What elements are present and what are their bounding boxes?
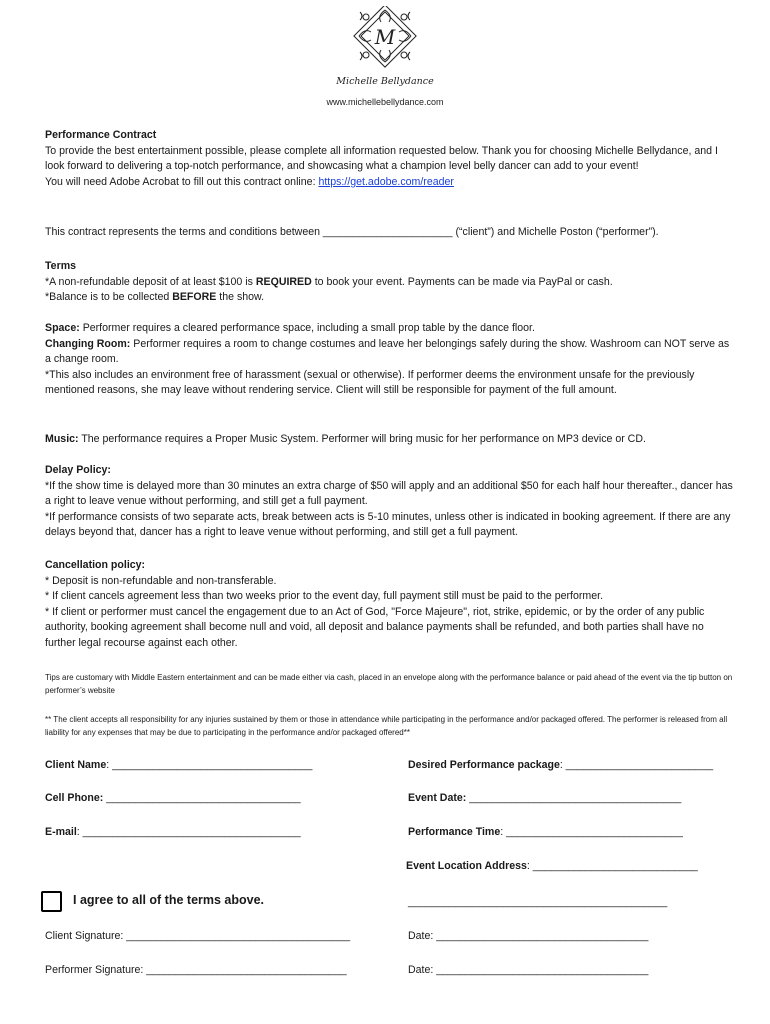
delay-heading: Delay Policy: <box>45 464 111 476</box>
performer-signature-label: Performer Signature: <box>45 964 144 976</box>
cell-phone-field[interactable] <box>45 792 301 804</box>
agree-label: I agree to all of the terms above. <box>73 893 265 907</box>
changing-room-text: Performer requires a room to change costumes and leave her belongings safely during the show. Washroom can NOT serve as a change room. <box>45 337 730 366</box>
terms-deposit <box>45 275 735 291</box>
balance-post: the show. <box>216 291 265 304</box>
performance-time-line[interactable]: : ______________________________ <box>500 826 683 838</box>
music-section <box>45 432 735 448</box>
email-field[interactable] <box>45 826 301 838</box>
cancellation-item-1: * Deposit is non-refundable and non-transferable. <box>45 574 277 587</box>
liability-note-section <box>45 713 735 739</box>
email-label: E-mail <box>45 826 77 838</box>
event-location-extra-line[interactable]: ____________________________________________ <box>408 896 668 908</box>
performance-time-label: Performance Time <box>408 826 501 838</box>
performance-package-label: Desired Performance package <box>408 759 560 771</box>
terms-section <box>45 259 735 306</box>
client-name-label: Client Name <box>45 759 107 771</box>
event-date-label: Event Date: <box>408 792 467 804</box>
terms-heading: Terms <box>45 260 77 272</box>
performance-package-line[interactable]: : _________________________ <box>559 759 714 771</box>
event-date-field[interactable] <box>408 792 681 804</box>
cell-phone-label: Cell Phone: <box>45 792 104 804</box>
event-location-label: Event Location Address <box>406 860 527 872</box>
cancellation-item-2: * If client cancels agreement less than two weeks prior to the event day, full payment still must be paid to the performer. <box>45 590 604 603</box>
tips-note: Tips are customary with Middle Eastern entertainment and can be made either via cash, placed in an envelope along with the performance balance or paid ahead of the event via the tip button on performer’s website <box>45 673 733 695</box>
space-label: Space: <box>45 322 80 334</box>
client-signature-date-line[interactable]: ____________________________________ <box>433 930 649 942</box>
event-date-line[interactable]: ____________________________________ <box>466 792 682 804</box>
delay-item-1: *If the show time is delayed more than 30 minutes an extra charge of $50 will apply and an additional $50 for each half hour thereafter., dancer has a right to leave venue without performing, and still get a full payment. <box>45 479 733 508</box>
cell-phone-line[interactable]: _________________________________ <box>103 792 301 804</box>
acrobat-note <box>45 175 735 191</box>
liability-note: ** The client accepts all responsibility for any injuries sustained by them or those in attendance while participating in the performance and/or packaged offered. The performer is released from all liability for any expenses that may be due to participating in the performance and/or packaged offered** <box>45 715 728 737</box>
balance-bold: BEFORE <box>172 291 217 304</box>
agree-checkbox[interactable] <box>41 891 62 912</box>
acrobat-link[interactable]: https://get.adobe.com/reader <box>318 175 454 188</box>
parties-text: This contract represents the terms and conditions between ______________________ (“client”) and Michelle Poston (“performer”). <box>45 226 659 238</box>
tips-note-section <box>45 671 735 697</box>
client-signature-field[interactable] <box>45 930 350 942</box>
music-requirement <box>45 432 735 448</box>
acrobat-text: You will need Adobe Acrobat to fill out this contract online: <box>45 175 319 188</box>
harassment-note: *This also includes an environment free of harassment (sexual or otherwise). If performer deems the environment unsafe for the previously mentioned reasons, she may leave without rendering service. Client will still be responsible for payment of the full amount. <box>45 368 695 397</box>
performer-signature-date-field[interactable] <box>408 964 648 976</box>
logo-monogram: M <box>374 25 396 49</box>
delay-section <box>45 463 735 541</box>
contract-title: Performance Contract <box>45 129 157 141</box>
email-line[interactable]: : _____________________________________ <box>76 826 301 838</box>
music-label: Music: <box>45 433 79 445</box>
performance-package-field[interactable] <box>408 759 713 771</box>
cancellation-heading: Cancellation policy: <box>45 559 146 571</box>
cancellation-item-3: * If client or performer must cancel the engagement due to an Act of God, "Force Majeure", riot, strike, epidemic, or by the order of any public authority, booking agreement shall become null and void, all deposit and balance payments shall be refunded, and both parties shall have no further legal recourse against each other. <box>45 605 705 649</box>
deposit-post: to book your event. Payments can be made via PayPal or cash. <box>311 275 613 288</box>
performer-signature-line[interactable]: __________________________________ <box>143 964 347 976</box>
space-section <box>45 321 735 399</box>
space-text: Performer requires a cleared performance space, including a small prop table by the dance floor. <box>79 322 535 334</box>
cancellation-section <box>45 558 735 652</box>
deposit-bold: REQUIRED <box>255 275 312 288</box>
logo-name: Michelle Bellydance <box>336 76 434 87</box>
changing-room-label: Changing Room: <box>45 337 131 350</box>
client-signature-label: Client Signature: <box>45 930 124 942</box>
contract-intro: To provide the best entertainment possible, please complete all information requested below. Thank you for choosing Michelle Bellydance, and I look forward to delivering a top-notch performance, and showcasing what a champion level belly dancer can add to your event! <box>45 144 718 173</box>
contract-parties <box>45 225 735 241</box>
terms-balance <box>45 290 735 306</box>
space-requirement <box>45 321 735 337</box>
music-text: The performance requires a Proper Music System. Performer will bring music for her performance on MP3 device or CD. <box>78 433 646 445</box>
event-location-field[interactable] <box>406 860 698 872</box>
client-signature-date-field[interactable] <box>408 930 648 942</box>
client-signature-date-label: Date: <box>408 930 434 942</box>
performance-time-field[interactable] <box>408 826 683 838</box>
event-location-line[interactable]: : ____________________________ <box>526 860 698 872</box>
balance-pre: *Balance is to be collected <box>45 291 173 304</box>
delay-item-2: *If performance consists of two separate acts, break between acts is 5-10 minutes, unless other is indicated in booking agreement. If there are any delays beyond that, dancer has a right to leave venue without performing, and still get a full payment. <box>45 510 731 539</box>
performer-signature-date-line[interactable]: ____________________________________ <box>433 964 649 976</box>
brand-logo <box>330 6 440 94</box>
deposit-pre: *A non-refundable deposit of at least $100 is <box>45 275 256 288</box>
changing-room-requirement <box>45 337 735 368</box>
client-signature-line[interactable]: ______________________________________ <box>123 930 351 942</box>
client-name-line[interactable]: : __________________________________ <box>106 759 313 771</box>
client-name-field[interactable] <box>45 759 312 771</box>
website-url: www.michellebellydance.com <box>326 97 444 107</box>
contract-intro-section <box>45 128 735 190</box>
performer-signature-date-label: Date: <box>408 964 434 976</box>
performer-signature-field[interactable] <box>45 964 347 976</box>
